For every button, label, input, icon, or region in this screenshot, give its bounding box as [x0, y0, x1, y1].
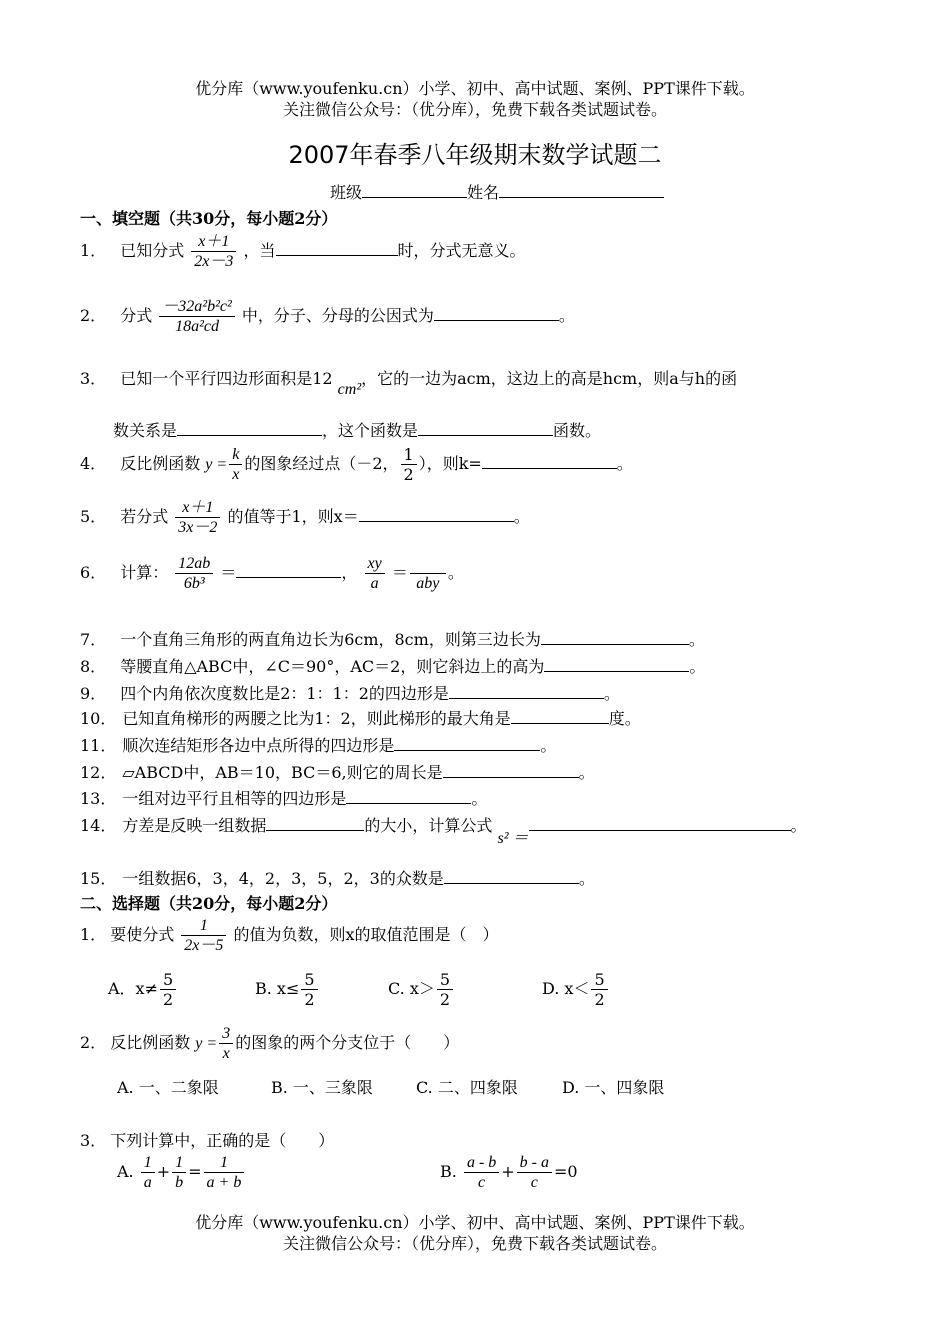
question-2-1: 1． 要使分式 $\frac{1}{2x-5}$ 的值为负数，则x的取值范围是（ ） [80, 917, 499, 955]
question-1-4: 4． 反比例函数 y = $\frac{k}{x}$ 的图象经过点（－2， $\frac{1}{2}$ ），则k= 。 [80, 445, 633, 485]
answer-blank[interactable] [482, 454, 617, 469]
choice-2-1-c[interactable]: C. x＞ $\frac{5}{2}$ [388, 970, 455, 1009]
question-1-14: 14． 方差是反映一组数据 的大小，计算公式 s² ＝。 [80, 816, 807, 847]
question-1-10: 10． 已知直角梯形的两腰之比为1：2，则此梯形的最大角是 度。 [80, 709, 641, 728]
header-line-1: 优分库（www.youfenku.cn）小学、初中、高中试题、案例、PPT课件下载。 [195, 79, 755, 98]
choice-2-1-a[interactable]: A．x≠ $\frac{5}{2}$ [108, 970, 178, 1009]
section-1-heading: 一、填空题（共30分，每小题2分） [80, 209, 338, 228]
answer-blank[interactable] [434, 306, 559, 321]
question-1-6: 6． 计算： $\frac{12ab}{\text{6b³}}$ ＝ ， $\frac{xy}{a}$ ＝ aby 。 [80, 555, 464, 593]
answer-blank[interactable] [418, 421, 553, 436]
answer-blank[interactable] [236, 563, 341, 578]
class-label: 班级 [330, 183, 363, 202]
question-1-1: 1． 已知分式 $\frac{x+1}{2x-3}$ ，当 时，分式无意义。 [80, 233, 526, 271]
answer-blank[interactable] [276, 241, 398, 256]
question-1-15: 15． 一组数据6，3，4，2，3，5，2，3的众数是 。 [80, 869, 595, 888]
choice-2-3-b[interactable]: B. $\frac{a - b}{c}$ + $\frac{b - a}{c}$ =0 [440, 1154, 578, 1192]
section-2-heading: 二、选择题（共20分，每小题2分） [80, 894, 338, 913]
choice-2-1-b[interactable]: B. x≤ $\frac{5}{2}$ [255, 970, 320, 1009]
question-1-7: 7． 一个直角三角形的两直角边长为6cm，8cm，则第三边长为 。 [80, 630, 705, 649]
question-1-12: 12． ▱ABCD中，AB＝10，BC＝6,则它的周长是 。 [80, 763, 595, 782]
answer-blank[interactable] [177, 421, 322, 436]
choice-2-1-d[interactable]: D. x＜ $\frac{5}{2}$ [542, 970, 610, 1009]
header-line-2: 关注微信公众号：（优分库），免费下载各类试题试卷。 [282, 100, 667, 119]
fraction: $\frac{x+1}{2x-3}$ [191, 232, 236, 271]
question-1-3-cont: 数关系是 ，这个函数是 函数。 [113, 421, 602, 440]
class-field[interactable] [362, 183, 467, 198]
choice-2-2-b[interactable]: B. 一、三象限 [271, 1078, 373, 1097]
question-2-2: 2． 反比例函数 y = $\frac{3}{x}$ 的图象的两个分支位于（ ） [80, 1025, 460, 1063]
question-1-9: 9． 四个内角依次度数比是2：1：1：2的四边形是 。 [80, 684, 620, 703]
footer-line-1: 优分库（www.youfenku.cn）小学、初中、高中试题、案例、PPT课件下载。 [195, 1213, 755, 1232]
question-1-13: 13． 一组对边平行且相等的四边形是 。 [80, 789, 488, 808]
question-1-5: 5． 若分式 $\frac{x+1}{3x-2}$ 的值等于1，则x＝ 。 [80, 499, 530, 537]
answer-blank[interactable] [359, 507, 514, 522]
page-title: 2007年春季八年级期末数学试题二 [288, 141, 662, 169]
question-1-3: 3． 已知一个平行四边形面积是12 cm²，它的一边为acm，这边上的高是hcm，则a与h的函 [80, 369, 738, 398]
name-label: 姓名 [467, 183, 500, 202]
footer-line-2: 关注微信公众号：（优分库），免费下载各类试题试卷。 [282, 1234, 667, 1253]
choice-2-3-a[interactable]: A. $\frac{1}{a}$ + $\frac{1}{b}$ = $\frac{1}{a + b}$ [117, 1153, 246, 1192]
student-info [330, 180, 664, 203]
choice-2-2-c[interactable]: C. 二、四象限 [416, 1078, 518, 1097]
question-1-8: 8． 等腰直角△ABC中，∠C＝90°，AC＝2，则它斜边上的高为 。 [80, 657, 706, 676]
name-field[interactable] [499, 183, 664, 198]
fraction: $\frac{\text{－32a²b²c²}}{\text{18a²cd}}$ [159, 297, 235, 336]
question-1-2: 2． 分式 $\frac{\text{－32a²b²c²}}{\text{18a²cd}}$ 中，分子、分母的公因式为 。 [80, 298, 575, 336]
choice-2-2-a[interactable]: A. 一、二象限 [117, 1078, 219, 1097]
question-2-3: 3． 下列计算中，正确的是（ ） [80, 1131, 335, 1150]
choice-2-2-d[interactable]: D. 一、四象限 [562, 1078, 665, 1097]
question-1-11: 11． 顺次连结矩形各边中点所得的四边形是 。 [80, 736, 557, 755]
